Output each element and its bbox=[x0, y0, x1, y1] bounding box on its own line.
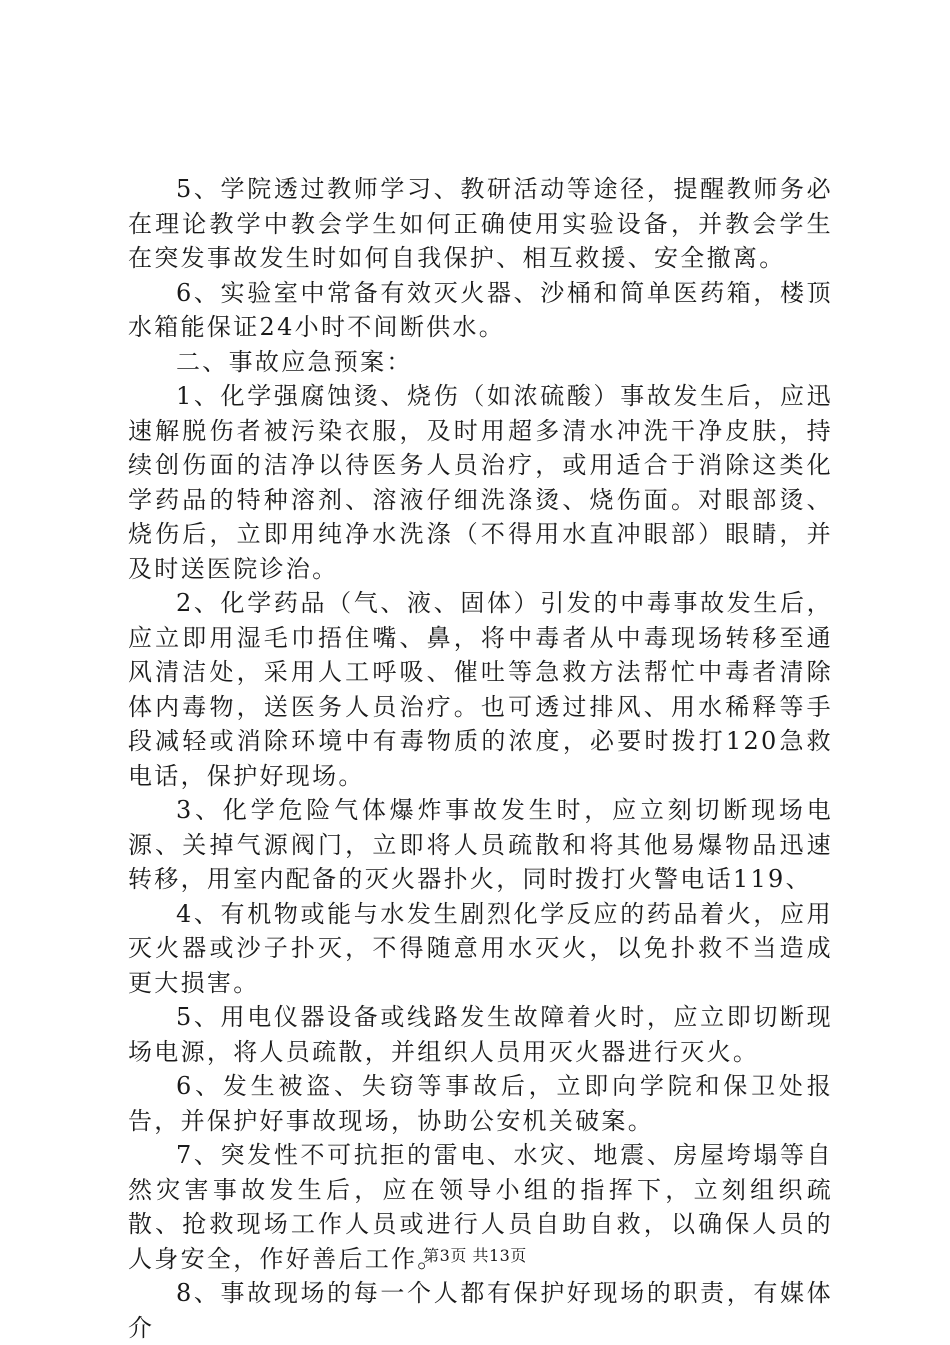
paragraph-lab-safety-teaching: 5、学院透过教师学习、教研活动等途径，提醒教师务必在理论教学中教会学生如何正确使用实验设备，并教会学生在突发事故发生时如何自我保护、相互救援、安全撤离。 bbox=[128, 175, 833, 272]
paragraph-scene-protection: 8、事故现场的每一个人都有保护好现场的职责，有媒体介 bbox=[128, 1279, 833, 1342]
paragraph-organic-fire: 4、有机物或能与水发生剧烈化学反应的药品着火，应用灭火器或沙子扑灭，不得随意用水灭火，以免扑救不当造成更大损害。 bbox=[128, 899, 833, 997]
paragraph-electrical-fire: 5、用电仪器设备或线路发生故障着火时，应立即切断现场电源，将人员疏散，并组织人员用灭火器进行灭火。 bbox=[128, 1003, 833, 1066]
paragraph-gas-explosion: 3、化学危险气体爆炸事故发生时，应立刻切断现场电源、关掉气源阀门，立即将人员疏散和将其他易爆物品迅速转移，用室内配备的灭火器扑火，同时拨打火警电话119、 bbox=[128, 796, 833, 893]
paragraph-natural-disaster: 7、突发性不可抗拒的雷电、水灾、地震、房屋垮塌等自然灾害事故发生后，应在领导小组的指挥下，立刻组织疏散、抢救现场工作人员或进行人员自助自救，以确保人员的人身安全，作好善后工作。 bbox=[128, 1141, 833, 1273]
paragraph-poisoning: 2、化学药品（气、液、固体）引发的中毒事故发生后，应立即用湿毛巾捂住嘴、鼻，将中毒者从中毒现场转移至通风清洁处，采用人工呼吸、催吐等急救方法帮忙中毒者清除体内毒物，送医务人员治疗。也可透过排风、用水稀释等手段减轻或消除环境中有毒物质的浓度，必要时拨打120急救电话，保护好现场。 bbox=[128, 589, 833, 790]
document-body bbox=[128, 172, 833, 1345]
paragraph-fire-equipment: 6、实验室中常备有效灭火器、沙桶和简单医药箱，楼顶水箱能保证24小时不间断供水。 bbox=[128, 278, 833, 341]
page-number-footer: 第3页 共13页 bbox=[423, 1246, 527, 1265]
paragraph-chemical-burns: 1、化学强腐蚀烫、烧伤（如浓硫酸）事故发生后，应迅速解脱伤者被污染衣服，及时用超多清水冲洗干净皮肤，持续创伤面的洁净以待医务人员治疗，或用适合于消除这类化学药品的特种溶剂、溶液仔细洗涤烫、烧伤面。对眼部烫、烧伤后，立即用纯净水洗涤（不得用水直冲眼部）眼睛，并及时送医院诊治。 bbox=[128, 382, 833, 583]
paragraph-theft: 6、发生被盗、失窃等事故后，立即向学院和保卫处报告，并保护好事故现场，协助公安机关破案。 bbox=[128, 1072, 833, 1135]
section-heading-emergency-plan: 二、事故应急预案： bbox=[176, 347, 413, 376]
